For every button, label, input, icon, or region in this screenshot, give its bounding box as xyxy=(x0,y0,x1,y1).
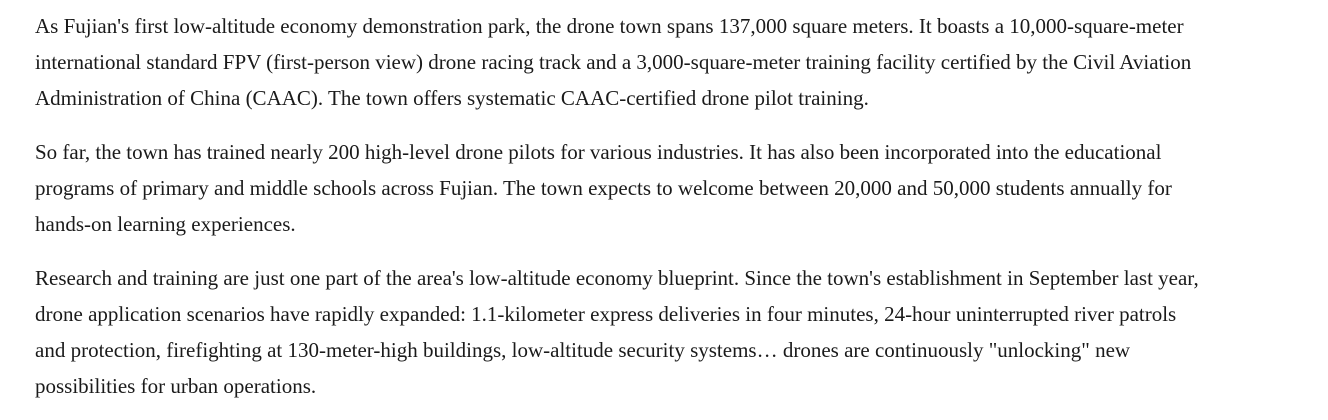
paragraph-line: programs of primary and middle schools across Fujian. The town expects to welcome between 20,000 and 50,000 students annually for xyxy=(35,176,1172,200)
paragraph-line: Research and training are just one part of the area's low-altitude economy blueprint. Since the town's establishment in September last year, xyxy=(35,266,1199,290)
paragraph xyxy=(35,134,1288,242)
paragraph-line: and protection, firefighting at 130-meter-high buildings, low-altitude security systems… drones are continuously "unlocking" new xyxy=(35,338,1131,362)
paragraph-line: international standard FPV (first-person view) drone racing track and a 3,000-square-meter training facility certified by the Civil Aviation xyxy=(35,50,1192,74)
paragraph-line: Administration of China (CAAC). The town offers systematic CAAC-certified drone pilot training. xyxy=(35,86,869,110)
paragraph xyxy=(35,260,1288,404)
paragraph-line: hands-on learning experiences. xyxy=(35,212,296,236)
paragraph-line: As Fujian's first low-altitude economy demonstration park, the drone town spans 137,000 square meters. It boasts a 10,000-square-meter xyxy=(35,14,1184,38)
paragraph-line: drone application scenarios have rapidly expanded: 1.1-kilometer express deliveries in four minutes, 24-hour uninterrupted river patrols xyxy=(35,302,1177,326)
paragraph xyxy=(35,8,1288,116)
paragraph-line: possibilities for urban operations. xyxy=(35,374,317,398)
paragraph-line: So far, the town has trained nearly 200 high-level drone pilots for various industries. It has also been incorporated into the educational xyxy=(35,140,1162,164)
